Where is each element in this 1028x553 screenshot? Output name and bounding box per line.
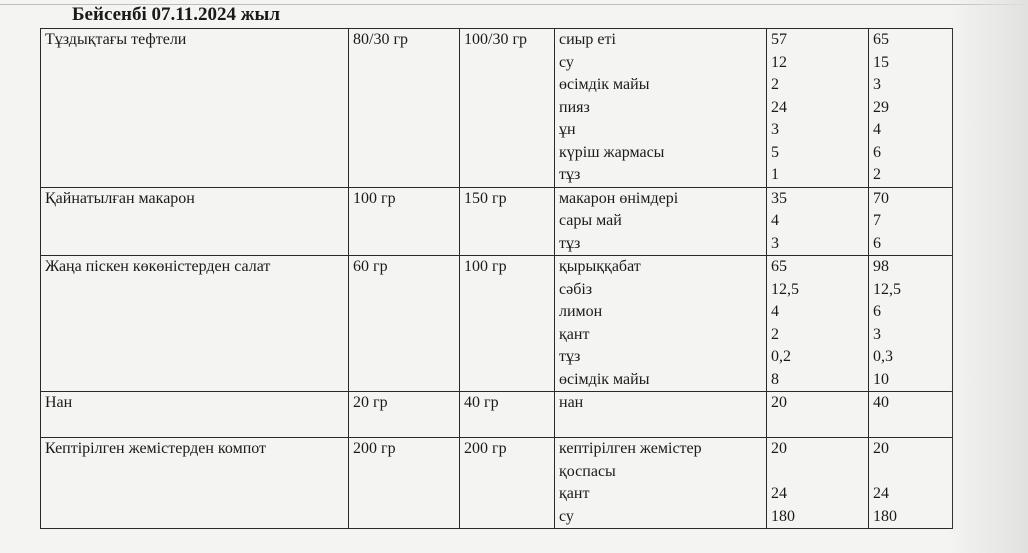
portion-large: 200 гр <box>464 440 507 457</box>
qty-small-cell <box>767 392 869 438</box>
ingredient-name: сәбіз <box>559 280 593 298</box>
ingredient-qty-small: 24 <box>771 485 787 502</box>
dish-name-cell <box>41 256 349 392</box>
ingredient-qty-small: 4 <box>771 303 779 320</box>
dish-row <box>41 438 953 529</box>
ingredient-name: тұз <box>559 348 581 365</box>
qty-large-cell <box>869 256 953 392</box>
ingredient-name: ұн <box>559 121 576 138</box>
portion-small: 60 гр <box>353 258 388 275</box>
ingredient-name: сары май <box>559 212 622 229</box>
ingredient-qty-large: 20 <box>873 440 889 457</box>
dish-row <box>41 392 953 438</box>
ingredient-name: пияз <box>559 98 590 116</box>
ingredient-name: тұз <box>559 166 581 183</box>
ingredient-qty-large: 180 <box>873 507 897 525</box>
ingredient-qty-large: 6 <box>873 234 881 252</box>
portion-small-cell <box>349 392 460 438</box>
page-edge-shadow <box>948 0 1028 553</box>
dish-row <box>41 256 953 392</box>
dish-name: Жаңа піскен көкөністерден салат <box>45 258 271 275</box>
ingredients-cell <box>555 392 767 438</box>
portion-small-cell <box>349 29 460 188</box>
ingredient-qty-large: 6 <box>873 303 881 320</box>
ingredient-qty-large: 0,3 <box>873 348 893 365</box>
ingredient-name: лимон <box>559 303 603 320</box>
ingredient-qty-large: 98 <box>873 258 889 275</box>
ingredient-name: тұз <box>559 234 581 252</box>
ingredient-name: су <box>559 53 574 71</box>
ingredient-qty-small: 20 <box>771 440 787 457</box>
ingredient-qty-small: 20 <box>771 394 787 411</box>
ingredient-name: өсімдік майы <box>559 76 650 93</box>
ingredient-qty-large: 40 <box>873 394 889 411</box>
ingredient-name: өсімдік майы <box>559 370 650 388</box>
ingredient-qty-small: 8 <box>771 370 779 388</box>
portion-small-cell <box>349 256 460 392</box>
ingredient-name: қант <box>559 485 590 502</box>
portion-large: 100/30 гр <box>464 31 528 48</box>
portion-large-cell <box>460 438 555 529</box>
ingredient-qty-large: 6 <box>873 143 881 161</box>
menu-table <box>40 28 953 529</box>
portion-small: 80/30 гр <box>353 31 409 48</box>
ingredient-qty-large <box>873 415 948 438</box>
ingredient-qty-small: 0,2 <box>771 348 791 365</box>
ingredients-cell <box>555 256 767 392</box>
ingredient-qty-small <box>771 415 864 438</box>
ingredient-qty-small: 2 <box>771 325 779 343</box>
ingredient-name: сиыр еті <box>559 31 616 48</box>
ingredients-cell <box>555 29 767 188</box>
dish-name-cell <box>41 392 349 438</box>
ingredient-name: қант <box>559 325 590 343</box>
ingredient-qty-small: 2 <box>771 76 779 93</box>
ingredients-cell <box>555 187 767 256</box>
ingredient-qty-small: 12 <box>771 53 787 71</box>
ingredient-qty-large: 2 <box>873 166 881 183</box>
dish-row <box>41 29 953 188</box>
ingredient-qty-large: 3 <box>873 325 881 343</box>
ingredient-qty-small: 57 <box>771 31 787 48</box>
portion-small: 100 гр <box>353 189 396 207</box>
ingredient-qty-small <box>771 461 864 484</box>
ingredient-qty-small: 1 <box>771 166 779 183</box>
ingredient-qty-small: 65 <box>771 258 787 275</box>
dish-name-cell <box>41 187 349 256</box>
dish-name: Қайнатылған макарон <box>45 189 195 207</box>
dish-name-cell <box>41 438 349 529</box>
ingredient-name: қырыққабат <box>559 258 641 275</box>
ingredient-qty-large: 24 <box>873 485 889 502</box>
ingredient-name: қоспасы <box>559 462 616 480</box>
ingredient-qty-large: 15 <box>873 53 889 71</box>
ingredient-qty-small: 5 <box>771 143 779 161</box>
portion-large: 40 гр <box>464 394 499 411</box>
ingredient-name: күріш жармасы <box>559 143 665 161</box>
dish-name: Тұздықтағы тефтели <box>45 31 187 48</box>
ingredient-qty-small: 24 <box>771 98 787 116</box>
dish-name-cell <box>41 29 349 188</box>
ingredient-qty-small: 12,5 <box>771 280 799 298</box>
portion-large: 100 гр <box>464 258 507 275</box>
ingredient-name <box>559 415 762 438</box>
ingredient-qty-large: 65 <box>873 31 889 48</box>
ingredient-qty-large: 29 <box>873 98 889 116</box>
ingredient-name: су <box>559 507 574 525</box>
ingredient-name: кептірілген жемістер <box>559 440 702 457</box>
ingredient-qty-large: 10 <box>873 370 889 388</box>
portion-large-cell <box>460 256 555 392</box>
portion-small: 20 гр <box>353 394 388 411</box>
page-heading: Бейсенбі 07.11.2024 жыл <box>72 4 280 25</box>
ingredient-qty-small: 35 <box>771 189 787 207</box>
ingredient-qty-large: 70 <box>873 189 889 207</box>
portion-large-cell <box>460 187 555 256</box>
menu-table-body <box>41 29 953 529</box>
ingredients-cell <box>555 438 767 529</box>
ingredient-qty-large: 3 <box>873 76 881 93</box>
ingredient-name: макарон өнімдері <box>559 189 679 207</box>
ingredient-qty-small: 3 <box>771 121 779 138</box>
portion-small-cell <box>349 187 460 256</box>
qty-large-cell <box>869 29 953 188</box>
dish-row <box>41 187 953 256</box>
portion-large-cell <box>460 392 555 438</box>
ingredient-qty-small: 4 <box>771 212 779 229</box>
ingredient-qty-large: 7 <box>873 212 881 229</box>
qty-large-cell <box>869 187 953 256</box>
dish-name: Нан <box>45 394 73 411</box>
qty-small-cell <box>767 256 869 392</box>
ingredient-qty-small: 180 <box>771 507 795 525</box>
qty-small-cell <box>767 438 869 529</box>
ingredient-qty-small: 3 <box>771 234 779 252</box>
portion-large: 150 гр <box>464 189 507 207</box>
ingredient-qty-large: 12,5 <box>873 280 901 298</box>
qty-large-cell <box>869 438 953 529</box>
portion-small: 200 гр <box>353 440 396 457</box>
ingredient-qty-large <box>873 461 948 484</box>
qty-large-cell <box>869 392 953 438</box>
ingredient-qty-large: 4 <box>873 121 881 138</box>
portion-large-cell <box>460 29 555 188</box>
dish-name: Кептірілген жемістерден компот <box>45 440 267 457</box>
ingredient-name: нан <box>559 394 584 411</box>
portion-small-cell <box>349 438 460 529</box>
qty-small-cell <box>767 187 869 256</box>
qty-small-cell <box>767 29 869 188</box>
